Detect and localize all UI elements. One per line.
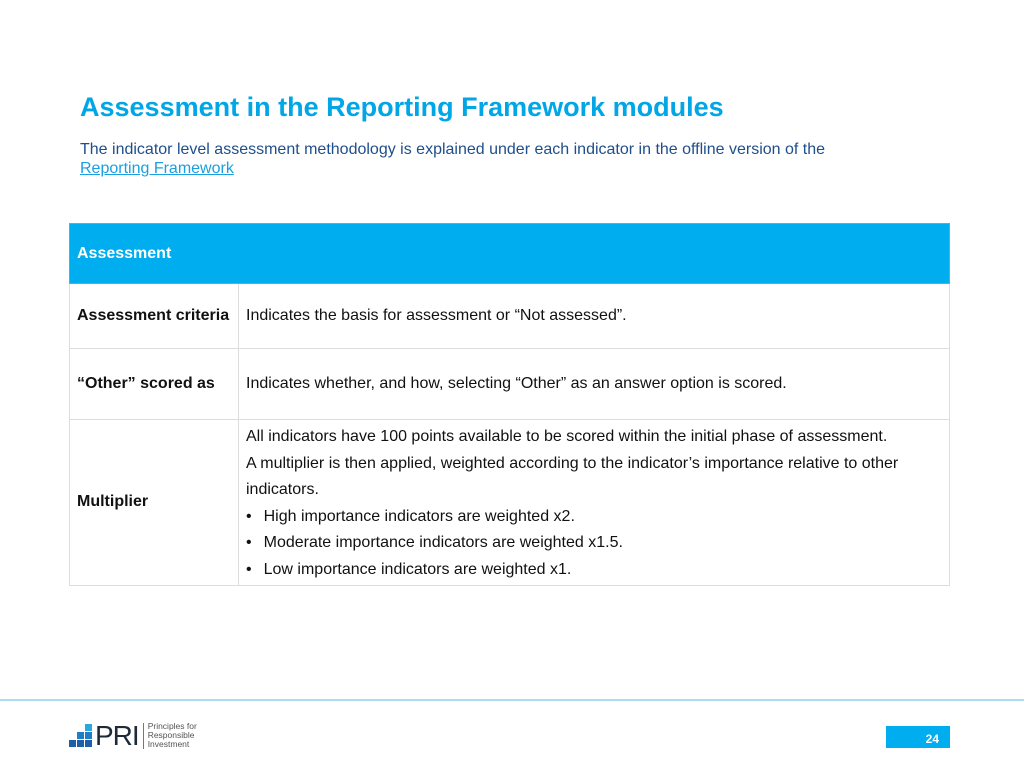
row-value: Indicates whether, and how, selecting “Other” as an answer option is scored. [239, 349, 950, 420]
subtitle-text: The indicator level assessment methodology is explained under each indicator in the offline version of the [80, 141, 826, 158]
footer-divider [0, 699, 1024, 701]
row-value [239, 420, 950, 586]
reporting-framework-link[interactable]: Reporting Framework [80, 160, 234, 177]
assessment-table [69, 223, 950, 586]
list-item: • High importance indicators are weighted x2. [246, 504, 942, 531]
row-key: “Other” scored as [70, 349, 239, 420]
list-item: • Moderate importance indicators are weighted x1.5. [246, 530, 942, 557]
multiplier-line: All indicators have 100 points available to be scored within the initial phase of assessment. [246, 428, 888, 445]
logo-text: PRI [95, 723, 144, 749]
page-number: 24 [886, 726, 950, 748]
list-item: • Low importance indicators are weighted x1. [246, 557, 942, 584]
table-row [70, 420, 950, 586]
table-row [70, 349, 950, 420]
weight-list [246, 504, 942, 584]
subtitle [80, 140, 920, 178]
logo-tagline: Principles for Responsible Investment [147, 721, 197, 749]
row-key: Assessment criteria [70, 284, 239, 349]
logo-squares-icon [69, 724, 92, 747]
row-key: Multiplier [70, 420, 239, 586]
row-value: Indicates the basis for assessment or “Not assessed”. [239, 284, 950, 349]
page-title: Assessment in the Reporting Framework modules [80, 92, 724, 122]
multiplier-line: A multiplier is then applied, weighted according to the indicator’s importance relative to other indicators. [246, 454, 899, 498]
table-row [70, 284, 950, 349]
table-header: Assessment [70, 224, 950, 284]
pri-logo [69, 719, 197, 751]
